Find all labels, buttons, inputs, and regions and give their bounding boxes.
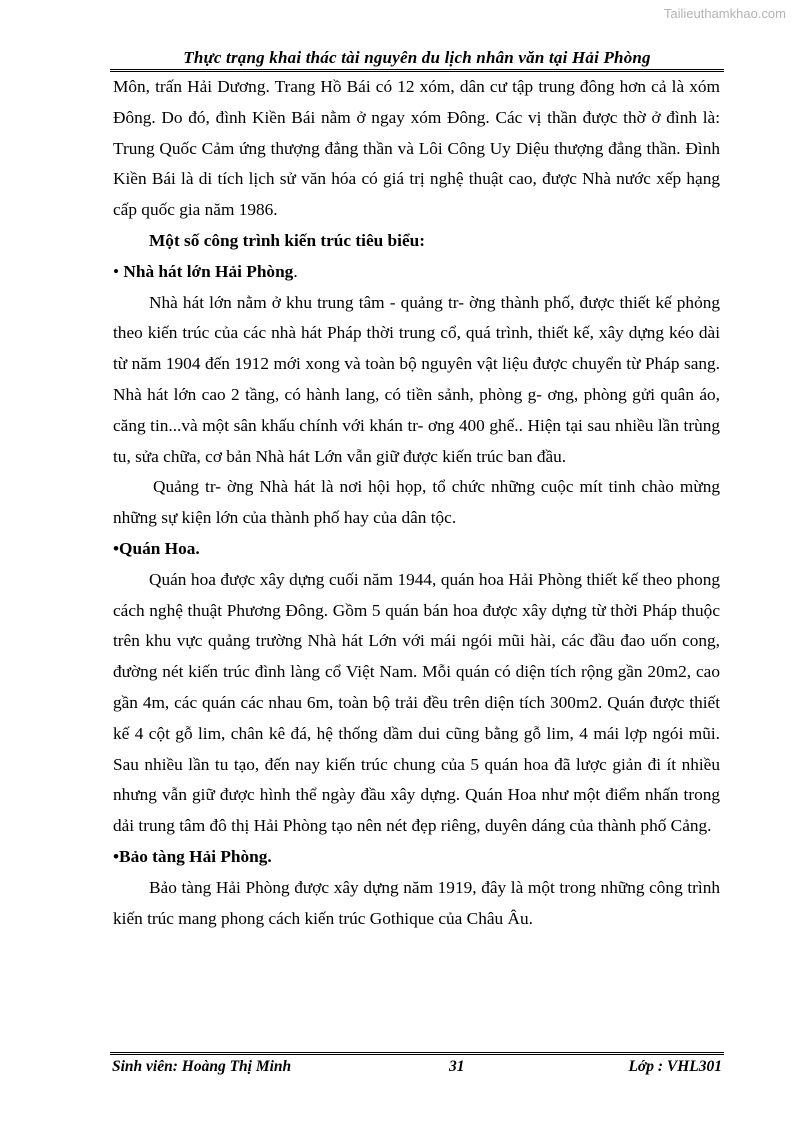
paragraph: Quảng tr- ờng Nhà hát là nơi hội họp, tổ chức những cuộc mít tinh chào mừng những sự kiện lớn của thành phố hay của dân tộc. — [113, 477, 720, 528]
footer-page-number: 31 — [449, 1058, 465, 1075]
paragraph: Quán hoa được xây dựng cuối năm 1944, quán hoa Hải Phòng thiết kế theo phong cách nghệ thuật Phương Đông. Gồm 5 quán bán hoa được xây dựng từ thời Pháp thuộc trên khu vực quảng trường Nhà hát Lớn với mái ngói mũi hài, các đầu đao uốn cong, đường nét kiến trúc đình làng cổ Việt Nam. Mỗi quán có diện tích rộng gần 20m2, cao gần 4m, các quán các nhau 6m, toàn bộ trải đều trên diện tích 300m2. Quán được thiết kế 4 cột gỗ lim, chân kê đá, hệ thống dầm dui cũng bằng gỗ lim, 4 mái lợp ngói mũi. Sau nhiều lần tu tạo, đến nay kiến trúc chung của 5 quán hoa đã lược giản đi ít nhiều nhưng vẫn giữ được hình thể ngày đầu xây dựng. Quán Hoa như một điểm nhấn trong dải trung tâm đô thị Hải Phòng tạo nên nét đẹp riêng, duyên dáng của thành phố Cảng. — [113, 569, 720, 836]
document-body — [113, 72, 720, 934]
paragraph: Bảo tàng Hải Phòng được xây dựng năm 1919, đây là một trong những công trình kiến trúc mang phong cách kiến trúc Gothique của Châu Âu. — [113, 877, 720, 928]
bullet-symbol: • — [113, 261, 124, 281]
bullet-heading-flower-kiosk: •Quán Hoa. — [113, 538, 200, 558]
bullet-heading-opera-house — [113, 257, 720, 288]
footer-class: Lớp : VHL301 — [628, 1058, 722, 1075]
watermark: Tailieuthamkhao.com — [663, 6, 786, 21]
running-header: Thực trạng khai thác tài nguyên du lịch nhân văn tại Hải Phòng — [183, 48, 651, 67]
bullet-heading-text: Nhà hát lớn Hải Phòng — [123, 261, 294, 281]
footer-divider — [110, 1052, 724, 1055]
paragraph: Môn, trấn Hải Dương. Trang Hồ Bái có 12 xóm, dân cư tập trung đông hơn cả là xóm Đông. Do đó, đình Kiền Bái nằm ở ngay xóm Đông. Các vị thần được thờ ở đình là: Trung Quốc Cảm ứng thượng đẳng thần và Lôi Công Uy Diệu thượng đẳng thần. Đình Kiền Bái là di tích lịch sử văn hóa có giá trị nghệ thuật cao, được Nhà nước xếp hạng cấp quốc gia năm 1986. — [113, 77, 720, 220]
footer-student-name: Sinh viên: Hoàng Thị Minh — [112, 1058, 292, 1075]
bullet-heading-period: . — [293, 261, 298, 281]
paragraph: Nhà hát lớn nằm ở khu trung tâm - quảng tr- ờng thành phố, được thiết kế phỏng theo kiến trúc của các nhà hát Pháp thời trung cổ, quá trình, thiết kế, xây dựng kéo dài từ năm 1904 đến 1912 mới xong và toàn bộ nguyên vật liệu được chuyển từ Pháp sang. Nhà hát lớn cao 2 tầng, có hành lang, có tiền sảnh, phòng g- ơng, phòng gửi quân áo, căng tin...và một sân khấu chính với khán tr- ơng 400 ghế.. Hiện tại sau nhiều lần trùng tu, sửa chữa, cơ bản Nhà hát Lớn vẫn giữ được kiến trúc ban đầu. — [113, 292, 720, 466]
section-subheading: Một số công trình kiến trúc tiêu biểu: — [149, 230, 426, 250]
bullet-heading-museum: •Bảo tàng Hải Phòng. — [113, 846, 272, 866]
